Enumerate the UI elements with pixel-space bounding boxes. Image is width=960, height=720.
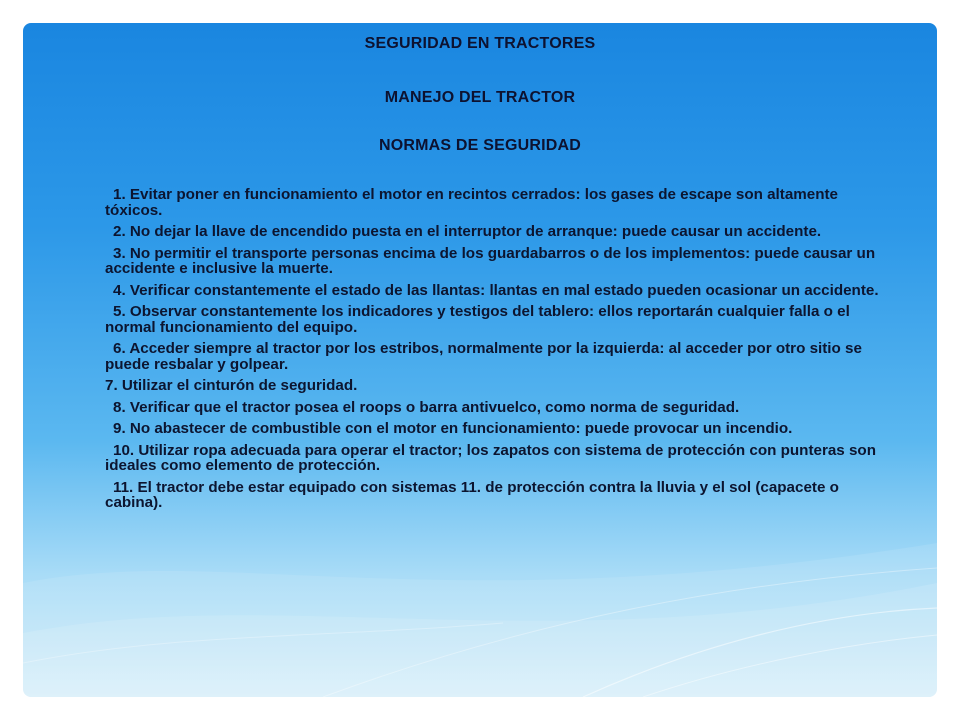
rule-item-11: 11. El tractor debe estar equipado con sistemas 11. de protección contra la lluvia y el sol (capacete o cabina). — [105, 478, 839, 511]
subtitle-manejo: MANEJO DEL TRACTOR — [384, 89, 576, 106]
rule-item-10: 10. Utilizar ropa adecuada para operar el tractor; los zapatos con sistema de protección con punteras son ideales como elemento de protección. — [105, 441, 876, 474]
rule-item-5: 5. Observar constantemente los indicadores y testigos del tablero: ellos reportarán cualquier falla o el normal funcionamiento del equipo. — [105, 303, 850, 336]
rule-item-3: 3. No permitir el transporte personas encima de los guardabarros o de los implementos: puede causar un accidente e inclusive la muerte. — [105, 244, 876, 277]
rule-item-6: 6. Acceder siempre al tractor por los estribos, normalmente por la izquierda: al acceder por otro sitio se puede resbalar y golpear. — [105, 340, 862, 373]
rule-item-4: 4. Verificar constantemente el estado de las llantas: llantas en mal estado pueden ocasionar un accidente. — [113, 281, 879, 299]
rule-item-2: 2. No dejar la llave de encendido puesta en el interruptor de arranque: puede causar un accidente. — [113, 223, 822, 240]
rule-item-8: 8. Verificar que el tractor posea el roops o barra antivuelco, como norma de seguridad. — [113, 398, 740, 416]
slide — [23, 23, 937, 697]
safety-rules-list — [105, 187, 895, 517]
rule-item-9: 9. No abastecer de combustible con el motor en funcionamiento: puede provocar un incendio. — [113, 420, 793, 437]
main-title: SEGURIDAD EN TRACTORES — [364, 35, 596, 52]
rule-item-1: 1. Evitar poner en funcionamiento el motor en recintos cerrados: los gases de escape son altamente tóxicos. — [105, 186, 839, 219]
subtitle-normas: NORMAS DE SEGURIDAD — [378, 137, 582, 154]
rule-item-7: 7. Utilizar el cinturón de seguridad. — [105, 377, 358, 394]
